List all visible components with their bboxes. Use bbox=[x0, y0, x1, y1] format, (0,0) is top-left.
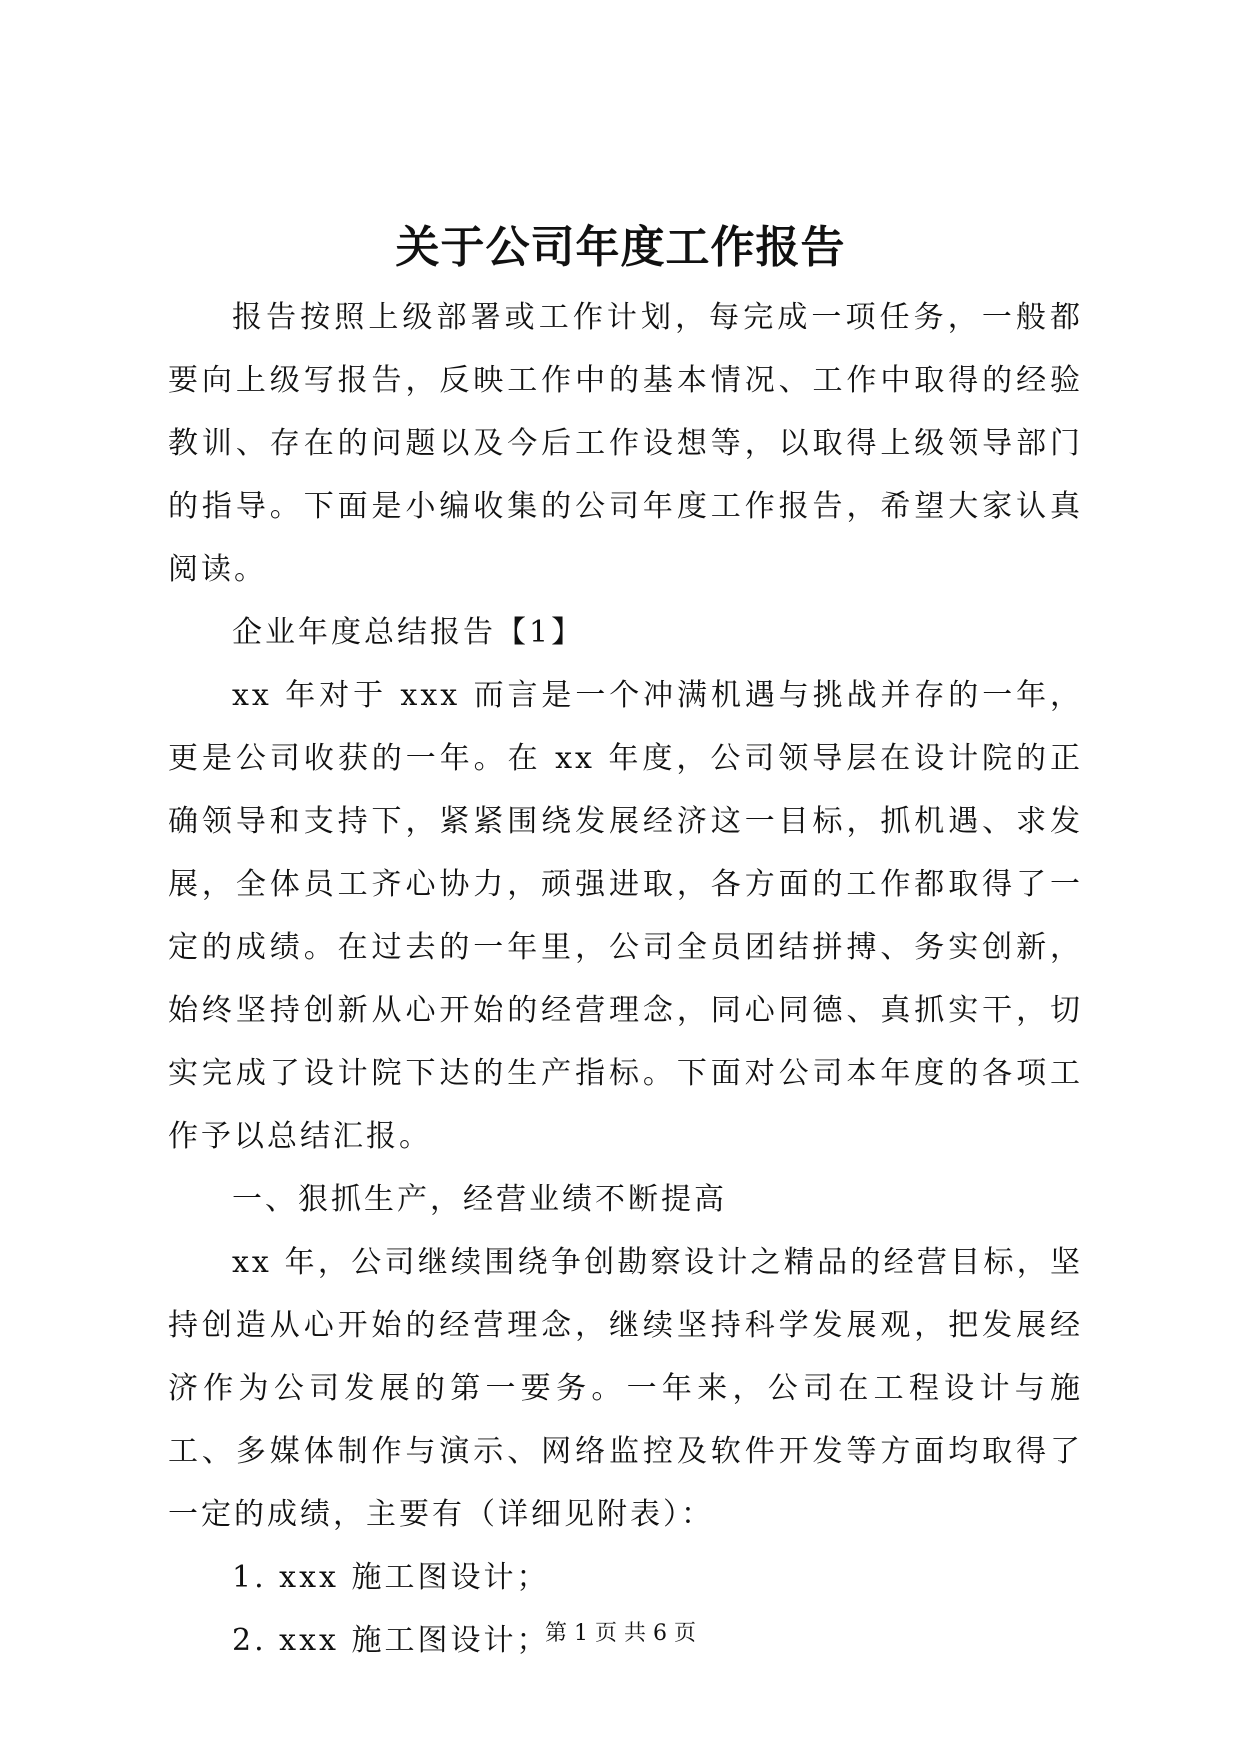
list-item: 1. xxx 施工图设计； bbox=[232, 1560, 550, 1595]
list-item: 2. xxx 施工图设计； bbox=[232, 1623, 550, 1658]
section-heading: 企业年度总结报告【1】 bbox=[232, 615, 585, 650]
document-title: 关于公司年度工作报告 bbox=[395, 222, 846, 273]
subsection-heading: 一、狠抓生产，经营业绩不断提高 bbox=[232, 1182, 727, 1217]
paragraph-summary: xx 年对于 xxx 而言是一个冲满机遇与挑战并存的一年，更是公司收获的一年。在 xx 年度，公司领导层在设计院的正确领导和支持下，紧紧围绕发展经济这一目标，抓机遇、求发展，全体员工齐心协力，顽强进取，各方面的工作都取得了一定的成绩。在过去的一年里，公司全员团结拼搏、务实创新，始终坚持创新从心开始的经营理念，同心同德、真抓实干，切实完成了设计院下达的生产指标。下面对公司本年度的各项工作予以总结汇报。 bbox=[168, 678, 1083, 1154]
page-number-footer: 第 1 页 共 6 页 bbox=[545, 1621, 696, 1646]
document-body bbox=[168, 286, 1083, 1672]
paragraph-intro: 报告按照上级部署或工作计划，每完成一项任务，一般都要向上级写报告，反映工作中的基本情况、工作中取得的经验教训、存在的问题以及今后工作设想等，以取得上级领导部门的指导。下面是小编收集的公司年度工作报告，希望大家认真阅读。 bbox=[168, 300, 1083, 587]
paragraph-production: xx 年，公司继续围绕争创勘察设计之精品的经营目标，坚持创造从心开始的经营理念，继续坚持科学发展观，把发展经济作为公司发展的第一要务。一年来，公司在工程设计与施工、多媒体制作与演示、网络监控及软件开发等方面均取得了一定的成绩，主要有（详细见附表）： bbox=[168, 1245, 1083, 1532]
